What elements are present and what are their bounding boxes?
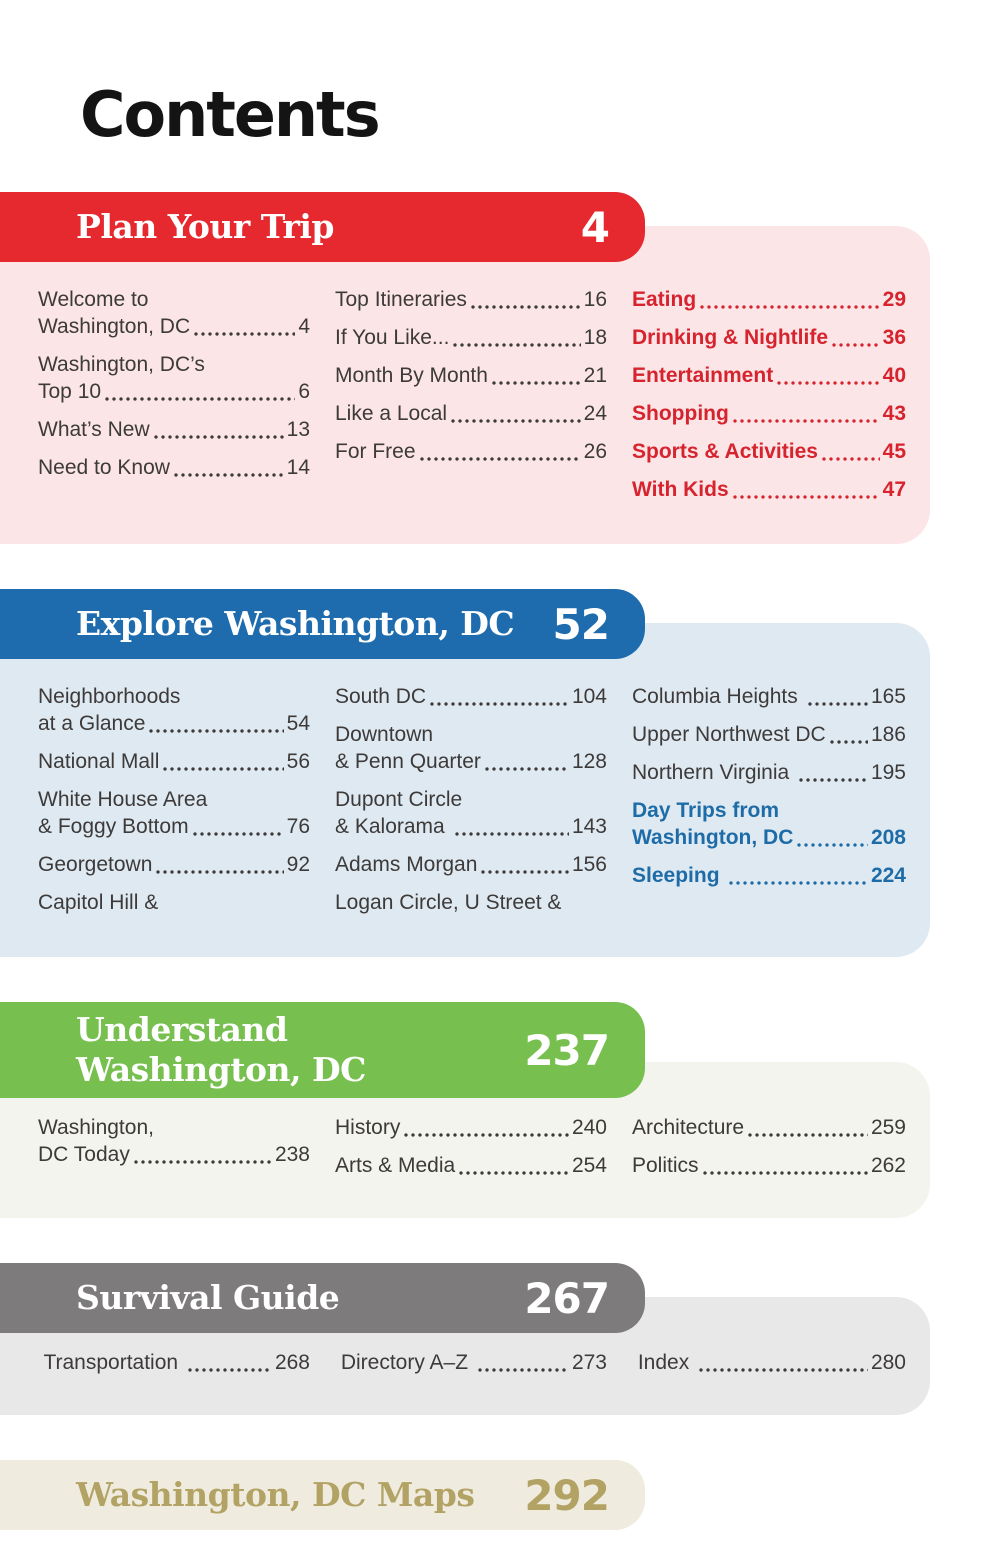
entry-page-number: 56 [286,750,310,773]
entry-row [335,1114,607,1141]
section-washington-dc-maps [0,1460,1008,1530]
dots-leader [698,1367,868,1373]
entry-row [38,1141,310,1168]
section-title: Understand Washington, DC [76,1010,366,1089]
entry-page-number: 26 [583,440,607,463]
toc-entry [38,1349,310,1376]
entry-page-number: 208 [870,826,906,849]
section-page-number: 4 [580,202,609,252]
dots-leader [821,456,880,462]
entry-label: Sports & Activities [632,440,818,463]
entry-label: South DC [335,685,427,708]
dots-leader [747,1132,868,1138]
entry-label-line: White House Area [38,788,208,811]
toc-entry [38,454,310,481]
entry-row [38,710,310,737]
entry-page-number: 240 [571,1116,607,1139]
dots-leader [192,831,284,837]
dots-leader [429,701,569,707]
dots-leader [829,739,868,745]
entry-label: Like a Local [335,402,448,425]
entry-label: & Penn Quarter [335,750,481,773]
toc-entry [335,1152,607,1179]
dots-leader [450,418,581,424]
entry-label: & Kalorama [335,815,451,838]
toc-entry [335,851,607,878]
entry-row [38,313,310,340]
entry-page-number: 54 [286,712,310,735]
toc-entry [632,759,906,786]
entry-label: Washington, DC [632,826,794,849]
section-title: Washington, DC Maps [76,1475,475,1514]
entry-page-number: 259 [870,1116,906,1139]
dots-leader [728,880,868,886]
entry-row [335,362,607,389]
entry-row [335,748,607,775]
toc-entry [335,438,607,465]
entry-row [335,1152,607,1179]
toc-entry [632,862,906,889]
entry-row [632,362,906,389]
dots-leader [732,494,880,500]
toc-entry [38,286,310,340]
entry-page-number: 40 [882,364,906,387]
toc-entry [38,786,310,840]
entry-page-number: 195 [870,761,906,784]
section-panel-explore-washington-dc [0,623,930,957]
toc-entry [38,1114,310,1168]
toc-entry [335,286,607,313]
entry-page-number: 186 [870,723,906,746]
entry-page-number: 104 [571,685,607,708]
entry-row [335,324,607,351]
entry-row [632,1114,906,1141]
entry-label: With Kids [632,478,729,501]
toc-column [632,683,906,927]
toc-entry [632,721,906,748]
section-title: Explore Washington, DC [76,604,515,643]
entry-label: Directory A–Z [335,1351,474,1374]
dots-leader [732,418,880,424]
entry-row [38,851,310,878]
entry-row [38,378,310,405]
entry-label: For Free [335,440,416,463]
toc-entry [632,286,906,313]
entry-row [38,1349,310,1376]
entry-row [38,748,310,775]
entry-row [335,400,607,427]
toc-entry [38,351,310,405]
entry-page-number: 6 [298,380,310,403]
section-understand-washington-dc [0,1002,1008,1218]
entry-label: & Foggy Bottom [38,815,189,838]
entry-row [335,438,607,465]
toc-entry [335,786,607,840]
entry-row [632,721,906,748]
entry-label: Northern Virginia [632,761,796,784]
entry-row [632,1152,906,1179]
toc-column [632,1114,906,1190]
entry-label-line: Welcome to [38,288,149,311]
entry-label: History [335,1116,401,1139]
dots-leader [104,396,295,402]
entry-label: Politics [632,1154,699,1177]
entry-label: Architecture [632,1116,745,1139]
entry-row [632,400,906,427]
entry-row [335,851,607,878]
entry-row [38,454,310,481]
dots-leader [187,1367,272,1373]
section-page-number: 292 [524,1470,609,1520]
entry-page-number: 280 [870,1351,906,1374]
entry-page-number: 143 [571,815,607,838]
dots-leader [148,728,283,734]
entry-label: Shopping [632,402,729,425]
entry-page-number: 268 [274,1351,310,1374]
toc-entry [38,851,310,878]
section-page-number: 267 [524,1273,609,1323]
entry-page-number: 16 [583,288,607,311]
entry-row [38,813,310,840]
entry-label: If You Like... [335,326,450,349]
entry-page-number: 4 [298,315,310,338]
section-page-number: 237 [524,1025,609,1075]
entry-row [632,286,906,313]
dots-leader [133,1159,272,1165]
entry-page-number: 13 [286,418,310,441]
entry-label: Eating [632,288,697,311]
entry-page-number: 47 [882,478,906,501]
entry-row [632,862,906,889]
toc-entry [335,400,607,427]
toc-entry [632,324,906,351]
dots-leader [155,869,283,875]
entry-label: DC Today [38,1143,130,1166]
entry-row [632,438,906,465]
entry-page-number: 92 [286,853,310,876]
section-title: Survival Guide [76,1278,340,1317]
entry-row [38,416,310,443]
sections [0,192,1008,1530]
entry-label: Index [632,1351,696,1374]
section-banner-understand-washington-dc [0,1002,645,1098]
toc-entry [38,889,310,916]
entry-row [632,824,906,851]
toc-entry [632,1114,906,1141]
entry-page-number: 45 [882,440,906,463]
toc-entry [632,1349,906,1376]
entry-label: National Mall [38,750,160,773]
entry-page-number: 36 [882,326,906,349]
dots-leader [796,842,868,848]
dots-leader [831,342,880,348]
entry-label: Transportation [38,1351,184,1374]
entry-label-line: Dupont Circle [335,788,463,811]
dots-leader [480,869,569,875]
dots-leader [162,766,283,772]
dots-leader [484,766,569,772]
toc-column [632,1349,906,1387]
entry-row [632,683,906,710]
section-banner-explore-washington-dc [0,589,645,659]
toc-entry [632,362,906,389]
entry-label: Need to Know [38,456,170,479]
entry-label: Top Itineraries [335,288,467,311]
dots-leader [702,1170,868,1176]
entry-label: Top 10 [38,380,102,403]
entry-row [335,813,607,840]
toc-entry [632,476,906,503]
entry-label-line: Neighborhoods [38,685,181,708]
dots-leader [470,304,581,310]
dots-leader [454,831,569,837]
toc-column [335,683,607,927]
toc-entry [335,889,607,916]
section-title: Plan Your Trip [76,207,334,246]
entry-row [632,759,906,786]
entry-label-line: Downtown [335,723,434,746]
entry-page-number: 24 [583,402,607,425]
dots-leader [153,434,284,440]
toc-column [632,286,906,514]
section-banner-survival-guide [0,1263,645,1333]
section-page-number: 52 [552,599,609,649]
toc-entry [335,721,607,775]
toc-column [38,1349,310,1387]
section-explore-washington-dc [0,589,1008,957]
entry-label: Logan Circle, U Street & [335,891,562,914]
entry-page-number: 165 [870,685,906,708]
entry-page-number: 254 [571,1154,607,1177]
toc-entry [38,683,310,737]
entry-page-number: 224 [870,864,906,887]
toc-entry [335,1114,607,1141]
entry-page-number: 238 [274,1143,310,1166]
entry-label: Entertainment [632,364,774,387]
entry-page-number: 18 [583,326,607,349]
toc-column [38,683,310,927]
dots-leader [193,331,295,337]
entry-label: Adams Morgan [335,853,478,876]
dots-leader [419,456,581,462]
section-survival-guide [0,1263,1008,1415]
dots-leader [452,342,580,348]
entry-label: Month By Month [335,364,488,387]
entry-page-number: 262 [870,1154,906,1177]
toc-column [335,1349,607,1387]
toc-entry [38,416,310,443]
section-panel-plan-your-trip [0,226,930,544]
entry-label: What’s New [38,418,150,441]
toc-entry [335,362,607,389]
entry-page-number: 29 [882,288,906,311]
entry-label: Sleeping [632,864,726,887]
entry-page-number: 128 [571,750,607,773]
toc-entry [335,683,607,710]
section-banner-plan-your-trip [0,192,645,262]
section-plan-your-trip [0,192,1008,544]
entry-label: Arts & Media [335,1154,456,1177]
toc-column [38,286,310,514]
toc-entry [335,1349,607,1376]
page-title: Contents [80,78,379,151]
dots-leader [173,472,284,478]
entry-label: Upper Northwest DC [632,723,826,746]
entry-label-line: Day Trips from [632,799,780,822]
toc-entry [335,324,607,351]
entry-page-number: 21 [583,364,607,387]
entry-row [335,1349,607,1376]
dots-leader [776,380,879,386]
dots-leader [699,304,879,310]
section-banner-washington-dc-maps [0,1460,645,1530]
dots-leader [491,380,581,386]
toc-column [335,286,607,514]
entry-row [38,889,310,916]
dots-leader [798,777,868,783]
toc-entry [632,797,906,851]
entry-label: Georgetown [38,853,153,876]
dots-leader [477,1367,569,1373]
entry-row [335,286,607,313]
entry-label-line: Washington, DC’s [38,353,205,376]
toc-column [335,1114,607,1190]
entry-page-number: 156 [571,853,607,876]
dots-leader [807,701,868,707]
entry-page-number: 43 [882,402,906,425]
entry-page-number: 76 [286,815,310,838]
entry-row [335,889,607,916]
entry-page-number: 14 [286,456,310,479]
toc-entry [632,400,906,427]
entry-label: Columbia Heights [632,685,804,708]
toc-entry [632,683,906,710]
entry-row [335,683,607,710]
entry-label: Drinking & Nightlife [632,326,828,349]
entry-label: Washington, DC [38,315,191,338]
entry-row [632,1349,906,1376]
entry-row [632,324,906,351]
toc-entry [38,748,310,775]
entry-row [632,476,906,503]
entry-label-line: Washington, [38,1116,154,1139]
toc-column [38,1114,310,1190]
toc-entry [632,438,906,465]
toc-entry [632,1152,906,1179]
entry-label: at a Glance [38,712,146,735]
dots-leader [458,1170,569,1176]
entry-label: Capitol Hill & [38,891,159,914]
dots-leader [403,1132,569,1138]
entry-page-number: 273 [571,1351,607,1374]
